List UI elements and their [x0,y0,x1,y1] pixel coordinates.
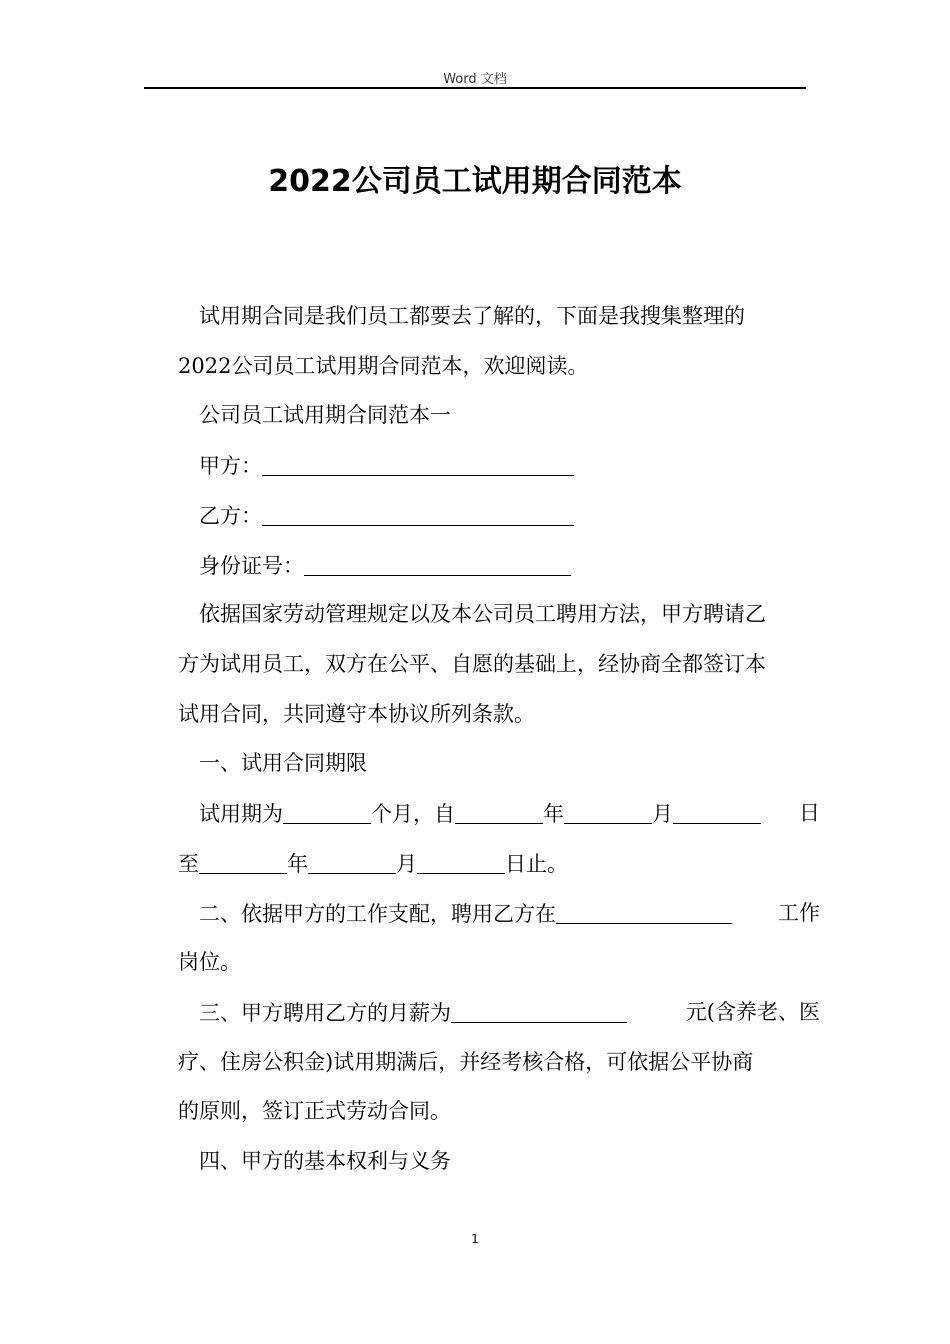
end-month-blank[interactable] [308,851,396,874]
clause-2-text-b: 工作 [778,901,820,925]
work-position-blank[interactable] [556,901,732,924]
basis-text-1: 依据国家劳动管理规定以及本公司员工聘用方法，甲方聘请乙 [199,602,766,626]
basis-line-3 [178,699,818,729]
trial-period-label: 试用期为 [199,802,283,826]
id-number-line [178,550,839,581]
clause-3-line-1 [178,997,839,1028]
clause-3-text-b: 元(含养老、医 [685,1000,820,1024]
start-day-blank[interactable] [673,801,761,824]
clause-1-heading [178,748,839,778]
section-heading [178,400,839,430]
basis-line-2 [178,649,818,679]
clause-1-line-1 [178,798,839,829]
clause-2-text-c: 岗位。 [178,950,241,974]
page-header: Word 文档 [443,72,507,87]
basis-line-1 [178,599,839,629]
party-b-label: 乙方： [199,504,262,528]
clause-3-line-3 [178,1096,818,1126]
section-heading-text: 公司员工试用期合同范本一 [199,403,451,427]
months-from-label: 个月，自 [371,802,455,826]
party-b-blank[interactable] [262,503,574,526]
clause-2-line-1 [178,898,839,929]
party-b-line [178,500,839,531]
party-a-line [178,450,839,481]
page-number: 1 [471,1232,479,1246]
monthly-salary-blank[interactable] [451,1000,627,1023]
clause-3-text-d: 的原则，签订正式劳动合同。 [178,1099,451,1123]
party-a-blank[interactable] [262,453,574,476]
clause-1-line-2 [178,848,818,879]
end-month-label: 月 [396,852,417,876]
intro-line-1 [178,301,839,331]
document-title: 2022公司员工试用期合同范本 [268,164,682,199]
clause-3-line-2 [178,1047,818,1077]
trial-months-blank[interactable] [283,801,371,824]
intro-text-1: 试用期合同是我们员工都要去了解的，下面是我搜集整理的 [199,304,745,328]
start-year-blank[interactable] [455,801,543,824]
start-year-label: 年 [543,802,564,826]
clause-2-text-a: 二、依据甲方的工作支配，聘用乙方在 [199,902,556,926]
start-month-blank[interactable] [564,801,652,824]
clause-4-heading [178,1146,839,1176]
basis-text-2: 方为试用员工，双方在公平、自愿的基础上，经协商全都签订本 [178,652,766,676]
clause-2-line-2 [178,947,818,977]
id-number-blank[interactable] [304,553,571,576]
header-rule [144,87,806,89]
end-year-label: 年 [287,852,308,876]
start-day-label: 日 [799,801,820,825]
clause-1-heading-text: 一、试用合同期限 [199,751,367,775]
intro-line-2 [178,351,818,381]
clause-3-text-a: 三、甲方聘用乙方的月薪为 [199,1001,451,1025]
to-label: 至 [178,852,199,876]
start-month-label: 月 [652,802,673,826]
id-number-label: 身份证号： [199,554,304,578]
basis-text-3: 试用合同，共同遵守本协议所列条款。 [178,702,535,726]
end-day-blank[interactable] [417,851,505,874]
party-a-label: 甲方： [199,454,262,478]
intro-text-2: 2022公司员工试用期合同范本，欢迎阅读。 [178,354,589,378]
clause-3-text-c: 疗、住房公积金)试用期满后，并经考核合格，可依据公平协商 [178,1050,754,1074]
end-year-blank[interactable] [199,851,287,874]
end-day-label: 日止。 [505,852,568,876]
clause-4-heading-text: 四、甲方的基本权利与义务 [199,1149,451,1173]
